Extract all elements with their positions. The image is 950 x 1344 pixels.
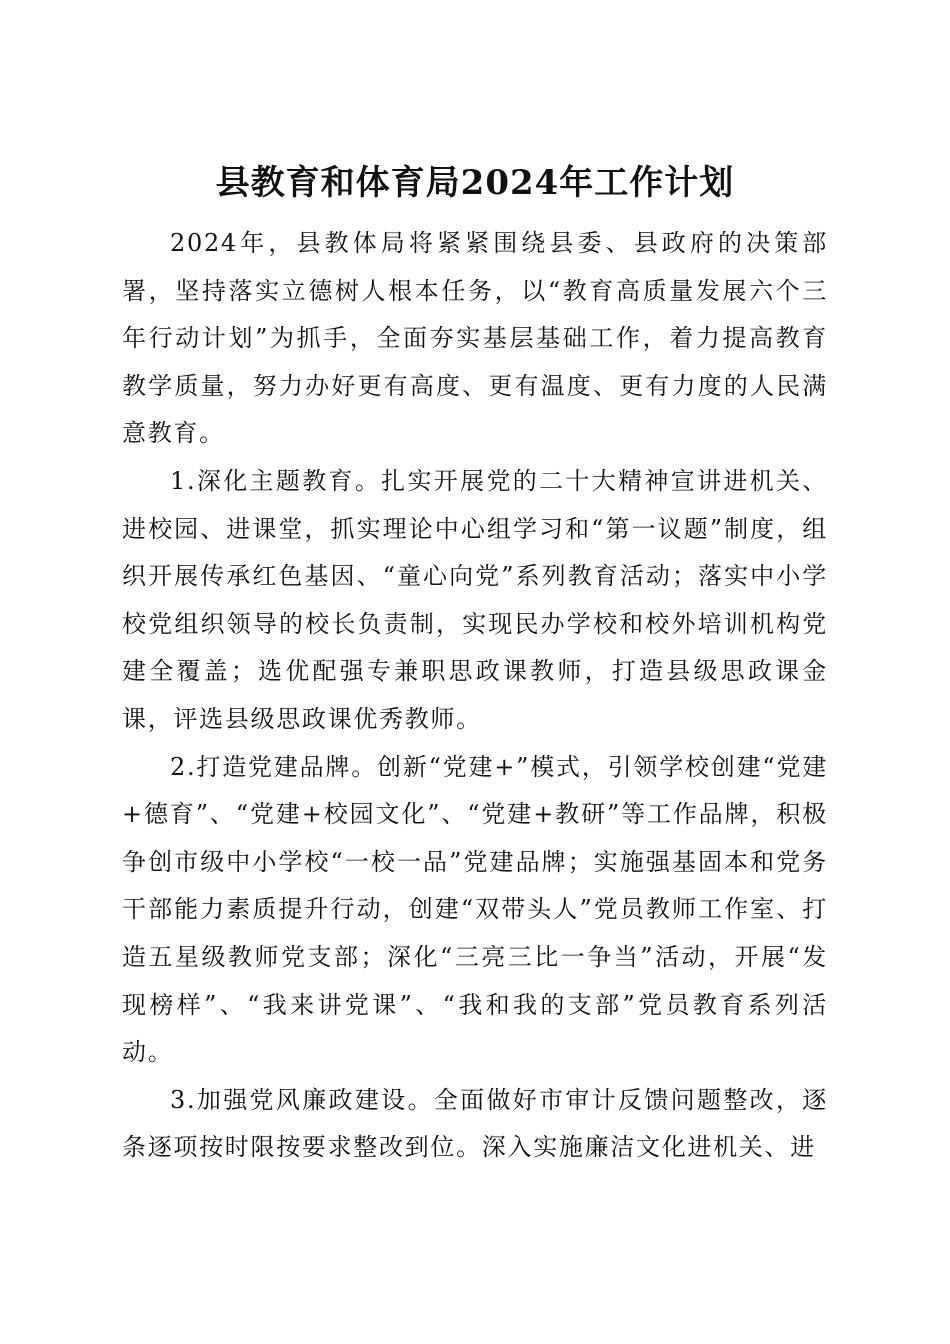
paragraph-2: 2.打造党建品牌。创新“党建+”模式，引领学校创建“党建+德育”、“党建+校园文化”、“党建+教研”等工作品牌，积极争创市级中小学校“一校一品”党建品牌；实施强基固本和党务干部能力素质提升行动，创建“双带头人”党员教师工作室、打造五星级教师党支部；深化“三亮三比一争当”活动，开展“发现榜样”、“我来讲党课”、“我和我的支部”党员教育系列活动。 <box>122 752 828 1067</box>
intro-paragraph: 2024年，县教体局将紧紧围绕县委、县政府的决策部署，坚持落实立德树人根本任务，以“教育高质量发展六个三年行动计划”为抓手，全面夯实基层基础工作，着力提高教育教学质量，努力办好更有高度、更有温度、更有力度的人民满意教育。 <box>122 229 828 448</box>
document-title: 县教育和体育局2024年工作计划 <box>215 162 735 203</box>
paragraph-1: 1.深化主题教育。扎实开展党的二十大精神宣讲进机关、进校园、进课堂，抓实理论中心组学习和“第一议题”制度，组织开展传承红色基因、“童心向党”系列教育活动；落实中小学校党组织领导的校长负责制，实现民办学校和校外培训机构党建全覆盖；选优配强专兼职思政课教师，打造县级思政课金课，评选县级思政课优秀教师。 <box>122 466 828 733</box>
paragraph-3: 3.加强党风廉政建设。全面做好市审计反馈问题整改，逐条逐项按时限按要求整改到位。深入实施廉洁文化进机关、进 <box>122 1085 828 1162</box>
document-body <box>122 220 828 1172</box>
